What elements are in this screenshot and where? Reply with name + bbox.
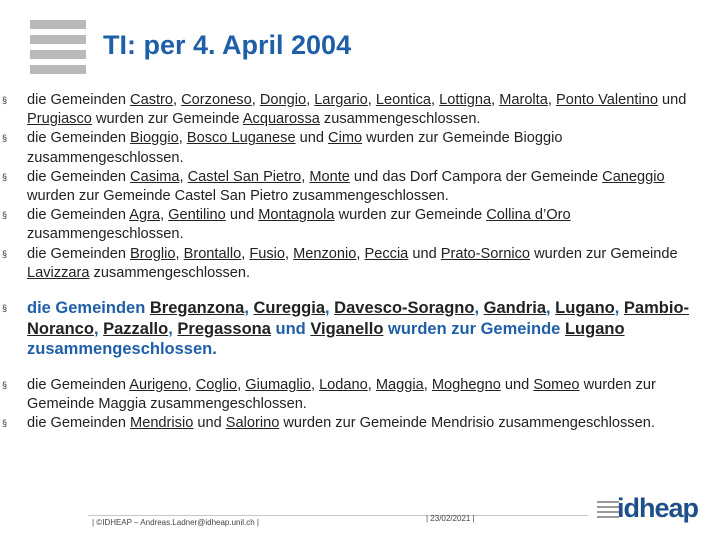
bullet-text: die Gemeinden: [27, 376, 130, 393]
bullet-text: die Gemeinden: [27, 245, 131, 262]
municipality-link[interactable]: Prugiasco: [27, 111, 92, 128]
bullet-text: und: [225, 207, 259, 224]
bullet-text: ,: [173, 92, 182, 108]
bullet-group-3: [0, 376, 720, 434]
bullet-text: ,: [301, 168, 310, 185]
bullet-text: ,: [175, 245, 184, 262]
slide-title: TI: per 4. April 2004: [103, 30, 352, 60]
bullet-text: ,: [546, 299, 556, 318]
bullet-text: die Gemeinden: [27, 207, 130, 224]
municipality-link[interactable]: Monte: [309, 168, 350, 185]
bullet-text: wurden zur Gemeinde Mendrisio zusammengeschlossen.: [279, 414, 655, 431]
municipality-link[interactable]: Ponto Valentino: [555, 92, 658, 108]
municipality-link[interactable]: Viganello: [310, 319, 384, 338]
municipality-link[interactable]: Dongio: [259, 92, 307, 108]
bullet-text: ,: [356, 245, 365, 262]
bullet-text: ,: [168, 319, 178, 338]
municipality-link[interactable]: Marolta: [499, 92, 548, 108]
bullet-marker-icon: §: [2, 417, 8, 428]
bullet-text: und: [295, 130, 329, 147]
bullet-text: ,: [241, 245, 250, 262]
bullet-text: wurden zur Gemeinde: [334, 207, 487, 224]
bullet-text: und das Dorf Campora der Gemeinde: [349, 168, 603, 185]
bullet-marker-icon: §: [2, 379, 8, 390]
bullet-text: ,: [367, 92, 376, 108]
bullet-text: zusammengeschlossen.: [89, 264, 251, 281]
municipality-link[interactable]: Cureggia: [253, 299, 325, 318]
bullet-list: [0, 91, 720, 433]
bullet-text: und: [408, 245, 441, 262]
municipality-link[interactable]: Bosco Luganese: [186, 130, 296, 147]
bullet-group-2: [0, 298, 720, 360]
bullet-text: wurden zur Gemeinde: [383, 319, 565, 338]
bullet-text: ,: [310, 376, 320, 393]
municipality-link[interactable]: Castel San Pietro: [187, 168, 302, 185]
municipality-link[interactable]: Montagnola: [258, 207, 335, 224]
bullet-marker-icon: §: [2, 210, 8, 221]
bullet-marker-icon: §: [2, 303, 8, 314]
bullet-text: ,: [423, 376, 432, 393]
bullet-text: die Gemeinden: [27, 299, 150, 318]
municipality-link[interactable]: Lugano: [564, 319, 625, 338]
municipality-link[interactable]: Salorino: [225, 414, 280, 431]
municipality-link[interactable]: Mendrisio: [130, 414, 194, 431]
bullet-text: und: [500, 376, 534, 393]
bullet-text: ,: [474, 299, 484, 318]
municipality-link[interactable]: Bioggio: [130, 130, 179, 147]
municipality-link[interactable]: Prato-Sornico: [440, 245, 531, 262]
bullet-text: ,: [614, 299, 624, 318]
bullet-item: [0, 245, 720, 283]
bullet-text: wurden zur Gemeinde: [530, 245, 678, 262]
municipality-link[interactable]: Breganzona: [149, 299, 245, 318]
bullet-text: und: [193, 414, 226, 431]
municipality-link[interactable]: Agra: [129, 207, 161, 224]
bullet-item: [0, 129, 720, 167]
municipality-link[interactable]: Brontallo: [183, 245, 242, 262]
bullet-text: und: [657, 92, 687, 108]
municipality-link[interactable]: Collina d’Oro: [486, 207, 571, 224]
bullet-item: [0, 206, 720, 244]
bullet-text: zusammengeschlossen.: [27, 340, 217, 359]
municipality-link[interactable]: Lottigna: [439, 92, 492, 108]
bullet-text: ,: [285, 245, 294, 262]
municipality-link[interactable]: Casima: [130, 168, 180, 185]
bullet-text: ,: [160, 207, 169, 224]
municipality-link[interactable]: Someo: [533, 376, 580, 393]
municipality-link[interactable]: Moghegno: [431, 376, 501, 393]
idheap-logo-lines: [597, 501, 619, 521]
bullet-text: ,: [251, 92, 260, 108]
municipality-link[interactable]: Peccia: [364, 245, 409, 262]
bullet-item: [0, 91, 720, 129]
bullet-marker-icon: §: [2, 133, 8, 144]
municipality-link[interactable]: Leontica: [375, 92, 432, 108]
bullet-item: [0, 298, 720, 360]
municipality-link[interactable]: Fusio: [249, 245, 285, 262]
bullet-text: die Gemeinden: [27, 168, 131, 185]
bullet-text: ,: [306, 92, 315, 108]
municipality-link[interactable]: Largario: [314, 92, 368, 108]
municipality-link[interactable]: Caneggio: [602, 168, 665, 185]
bullet-text: ,: [178, 130, 187, 147]
bullet-text: wurden zur Gemeinde Castel San Pietro zusammengeschlossen.: [27, 188, 449, 205]
municipality-link[interactable]: Davesco-Soragno: [334, 299, 475, 318]
municipality-link[interactable]: Pazzallo: [103, 319, 169, 338]
municipality-link[interactable]: Lodano: [319, 376, 368, 393]
municipality-link[interactable]: Aurigeno: [129, 376, 188, 393]
bullet-text: ,: [179, 168, 188, 185]
bullet-text: ,: [547, 92, 556, 108]
bullet-text: die Gemeinden: [27, 92, 131, 108]
bullet-text: zusammengeschlossen.: [319, 111, 481, 128]
municipality-link[interactable]: Maggia: [375, 376, 424, 393]
municipality-link[interactable]: Menzonio: [293, 245, 357, 262]
municipality-link[interactable]: Acquarossa: [242, 111, 320, 128]
municipality-link[interactable]: Lugano: [555, 299, 615, 318]
bullet-text: wurden zur Gemeinde: [91, 111, 243, 128]
bullet-text: ,: [431, 92, 440, 108]
idheap-logo-text: idheap: [617, 493, 699, 523]
bullet-text: wurden zur Gemeinde Bioggio zusammengeschlossen.: [27, 130, 563, 166]
municipality-link[interactable]: Gandria: [483, 299, 546, 318]
bullet-marker-icon: §: [2, 171, 8, 182]
bullet-text: ,: [237, 376, 246, 393]
municipality-link[interactable]: Broglio: [130, 245, 176, 262]
slide-logo-bars: [30, 20, 86, 80]
footer-copyright: | ©IDHEAP – Andreas.Ladner@idheap.unil.ch |: [92, 518, 260, 527]
municipality-link[interactable]: Cimo: [328, 130, 363, 147]
bullet-text: wurden zur Gemeinde Maggia zusammengeschlossen.: [27, 376, 656, 412]
bullet-item: [0, 168, 720, 206]
municipality-link[interactable]: Gentilino: [168, 207, 226, 224]
bullet-marker-icon: §: [2, 248, 8, 259]
footer-date: | 23/02/2021 |: [426, 514, 475, 523]
bullet-text: zusammengeschlossen.: [27, 226, 184, 243]
bullet-item: [0, 376, 720, 414]
municipality-link[interactable]: Pambio-Noranco: [27, 299, 690, 338]
bullet-text: ,: [93, 319, 104, 338]
bullet-text: ,: [244, 299, 254, 318]
bullet-marker-icon: §: [2, 95, 8, 105]
bullet-text: und: [270, 319, 311, 338]
municipality-link[interactable]: Coglio: [195, 376, 238, 393]
municipality-link[interactable]: Castro: [130, 92, 174, 108]
municipality-link[interactable]: Giumaglio: [245, 376, 311, 393]
idheap-logo: [597, 493, 699, 524]
footer: [0, 493, 720, 535]
bullet-text: ,: [491, 92, 500, 108]
bullet-text: ,: [367, 376, 376, 393]
municipality-link[interactable]: Corzoneso: [181, 92, 252, 108]
bullet-item: [0, 414, 720, 433]
bullet-text: ,: [325, 299, 335, 318]
municipality-link[interactable]: Lavizzara: [27, 264, 90, 281]
bullet-text: ,: [187, 376, 196, 393]
bullet-group-1: [0, 91, 720, 283]
bullet-text: die Gemeinden: [27, 130, 131, 147]
municipality-link[interactable]: Pregassona: [177, 319, 271, 338]
bullet-text: die Gemeinden: [27, 414, 131, 431]
footer-divider: [88, 515, 588, 516]
